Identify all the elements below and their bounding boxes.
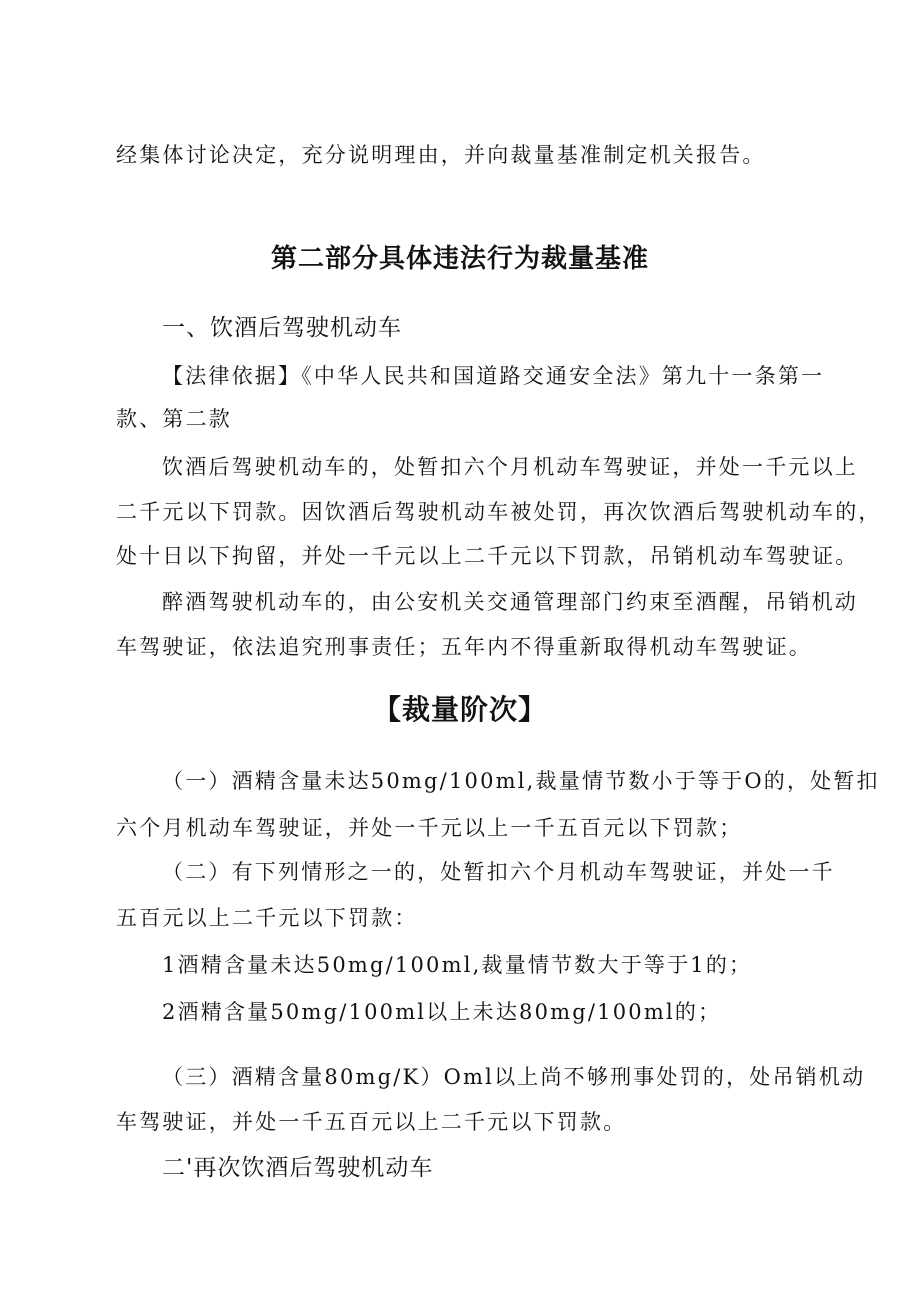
level-2-item-1: 1酒精含量未达50mg/100ml,裁量情节数大于等于1的； <box>162 953 753 977</box>
level-1-line: 六个月机动车驾驶证，并处一千元以上一千五百元以下罚款； <box>116 816 743 840</box>
level-2-line: （二）有下列情形之一的，处暂扣六个月机动车驾驶证，并处一千 <box>162 860 835 884</box>
legal-basis-line: 款、第二款 <box>116 407 232 431</box>
paragraph-line: 二千元以下罚款。因饮酒后驾驶机动车被处罚，再次饮酒后驾驶机动车的， <box>116 500 882 524</box>
intro-text-line: 经集体讨论决定，充分说明理由，并向裁量基准制定机关报告。 <box>116 143 766 167</box>
section-2-heading: 二'再次饮酒后驾驶机动车 <box>162 1155 434 1181</box>
paragraph-line: 处十日以下拘留，并处一千元以上二千元以下罚款，吊销机动车驾驶证。 <box>116 544 859 568</box>
part-title: 第二部分具体违法行为裁量基准 <box>270 244 649 274</box>
legal-basis-line: 【法律依据】《中华人民共和国道路交通安全法》第九十一条第一 <box>162 364 825 388</box>
level-2-line: 五百元以上二千元以下罚款： <box>116 906 418 930</box>
level-2-item-2: 2酒精含量50mg/100ml以上未达80mg/100ml的； <box>162 1000 722 1024</box>
level-3-line: （三）酒精含量80mg/K）Oml以上尚不够刑事处罚的，处吊销机动 <box>162 1065 866 1089</box>
section-1-heading: 一、饮酒后驾驶机动车 <box>162 315 402 341</box>
paragraph-line: 饮酒后驾驶机动车的，处暂扣六个月机动车驾驶证，并处一千元以上 <box>162 455 858 479</box>
level-3-line: 车驾驶证，并处一千五百元以上二千元以下罚款。 <box>116 1110 627 1134</box>
level-1-line: （一）酒精含量未达50mg/100ml,裁量情节数小于等于O的，处暂扣 <box>162 769 880 793</box>
paragraph-line: 醉酒驾驶机动车的，由公安机关交通管理部门约束至酒醒，吊销机动 <box>162 590 858 614</box>
paragraph-line: 车驾驶证，依法追究刑事责任；五年内不得重新取得机动车驾驶证。 <box>116 635 812 659</box>
levels-title: 【裁量阶次】 <box>372 693 547 726</box>
